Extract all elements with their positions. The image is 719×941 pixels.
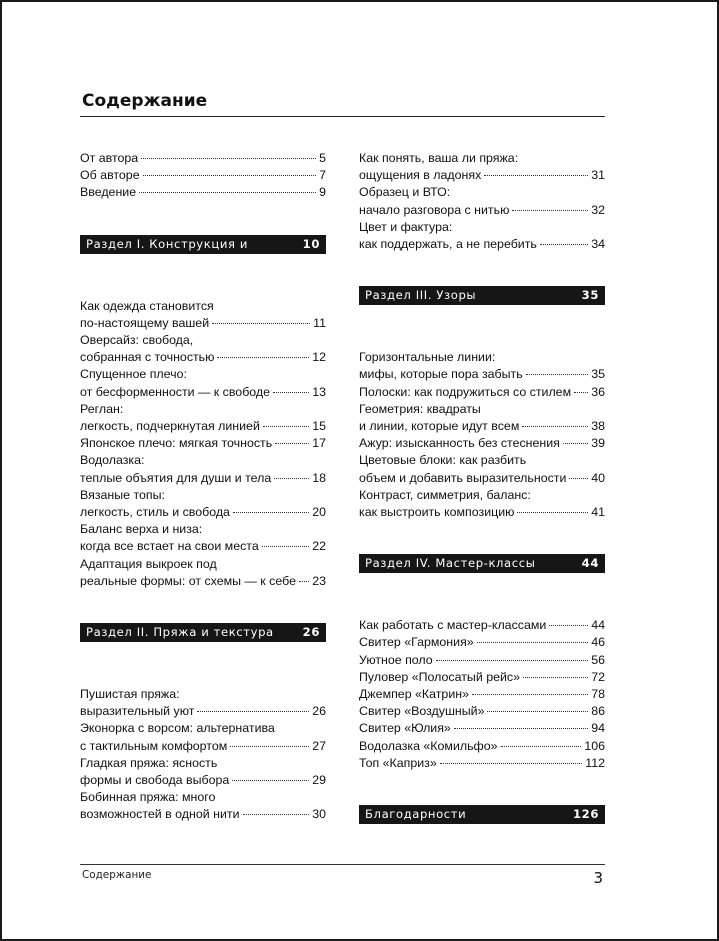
toc-page-number: 39 (591, 436, 605, 451)
toc-entry-title: выразительный уют (80, 704, 195, 719)
toc-entry-title: возможностей в одной нити (80, 807, 240, 822)
toc-entry-title-line: Реглан: (80, 401, 124, 416)
dot-leader (263, 426, 309, 427)
toc-page-number: 23 (312, 573, 326, 588)
dot-leader (487, 711, 588, 712)
section-page-number: 44 (581, 556, 599, 571)
toc-page-number: 30 (312, 807, 326, 822)
toc-entry-title-line: Геометрия: квадраты (359, 401, 481, 416)
toc-entry[interactable] (80, 487, 326, 521)
toc-entry-title: Введение (80, 185, 137, 200)
toc-column-left (80, 150, 326, 824)
section-title: Благодарности (365, 807, 467, 822)
dot-leader (512, 210, 588, 211)
toc-page-number: 40 (591, 470, 605, 485)
toc-entry[interactable] (359, 738, 605, 755)
toc-entry[interactable] (80, 435, 326, 452)
toc-entry[interactable] (80, 452, 326, 486)
toc-entry-leader-line (359, 755, 605, 772)
toc-entry-title-line: Спущенное плечо: (80, 367, 187, 382)
toc-entry-leader-line (359, 418, 605, 435)
toc-entry-title-line: Гладкая пряжа: ясность (80, 755, 218, 770)
toc-entry-title: Водолазка «Комильфо» (359, 738, 498, 753)
section-page-number: 26 (302, 625, 320, 640)
dot-leader (540, 244, 588, 245)
toc-entry-leader-line (80, 435, 326, 452)
section-title: Раздел II. Пряжа и текстура (86, 625, 274, 640)
toc-entry-leader-line (359, 738, 605, 755)
toc-entry[interactable] (359, 669, 605, 686)
toc-page-number: 5 (319, 151, 326, 165)
toc-page-number: 32 (591, 202, 605, 217)
section-header[interactable] (80, 623, 326, 642)
toc-page-number: 26 (312, 704, 326, 719)
toc-entry-title: когда все встает на свои места (80, 539, 259, 554)
toc-entry[interactable] (359, 219, 605, 253)
toc-page-number: 20 (312, 505, 326, 520)
toc-entry[interactable] (80, 556, 326, 590)
dot-leader (574, 392, 588, 393)
toc-entry-title: ощущения в ладонях (359, 168, 482, 183)
spacer (359, 772, 605, 805)
toc-entry-title: Об авторе (80, 168, 140, 183)
dot-leader (275, 443, 309, 444)
page-title: Содержание (82, 91, 208, 111)
toc-entry-title: и линии, которые идут всем (359, 419, 520, 434)
toc-page-number: 106 (584, 738, 605, 753)
dot-leader (197, 711, 309, 712)
dot-leader (526, 374, 589, 375)
toc-entry-title-line: Адаптация выкроек под (80, 556, 217, 571)
toc-entry-title: Уютное поло (359, 652, 433, 667)
toc-entry-leader-line (80, 703, 326, 720)
toc-entry-title-line: Вязаные топы: (80, 487, 165, 502)
toc-entry[interactable] (80, 167, 326, 184)
toc-entry-title-line: Как понять, ваша ли пряжа: (359, 151, 519, 165)
toc-entry[interactable] (359, 384, 605, 401)
toc-entry[interactable] (359, 652, 605, 669)
toc-entry[interactable] (80, 150, 326, 167)
toc-page-number: 29 (312, 773, 326, 788)
section-header[interactable] (359, 554, 605, 573)
dot-leader (274, 478, 309, 479)
toc-entry[interactable] (359, 634, 605, 651)
toc-page-number: 41 (591, 505, 605, 520)
dot-leader (454, 728, 588, 729)
toc-entry-leader-line (359, 720, 605, 737)
dot-leader (243, 814, 310, 815)
toc-entry-title: собранная с точностью (80, 350, 215, 365)
toc-entry-title-line: Пушистая пряжа: (80, 687, 180, 702)
toc-page-number: 17 (312, 436, 326, 451)
toc-entry-title: по-настоящему вашей (80, 315, 210, 330)
toc-entry-leader-line (80, 315, 326, 332)
dot-leader (217, 357, 309, 358)
dot-leader (232, 780, 309, 781)
toc-entry-title: Топ «Каприз» (359, 755, 437, 770)
toc-page-number: 72 (591, 669, 605, 684)
toc-entry[interactable] (80, 686, 326, 720)
dot-leader (523, 677, 588, 678)
toc-page-number: 22 (312, 539, 326, 554)
dot-leader (233, 512, 309, 513)
spacer (359, 305, 605, 349)
toc-page-number: 78 (591, 687, 605, 702)
spacer (359, 521, 605, 554)
toc-page-number: 12 (312, 350, 326, 365)
toc-entry[interactable] (80, 755, 326, 789)
section-title: Раздел IV. Мастер-классы (365, 556, 536, 571)
toc-page-number: 38 (591, 419, 605, 434)
dot-leader (436, 660, 589, 661)
toc-page-number: 15 (312, 419, 326, 434)
toc-entry-title: Ажур: изысканность без стеснения (359, 436, 560, 451)
toc-entry-title-line: Оверсайз: свобода, (80, 333, 194, 348)
section-page-number: 126 (572, 807, 599, 822)
toc-column-right (359, 150, 605, 824)
toc-entry-title: с тактильным комфортом (80, 738, 228, 753)
toc-page-number: 18 (312, 470, 326, 485)
toc-entry-title: теплые объятия для души и тела (80, 470, 272, 485)
dot-leader (569, 478, 588, 479)
title-divider (80, 116, 605, 117)
toc-entry-title: Японское плечо: мягкая точность (80, 436, 273, 451)
dot-leader (212, 323, 310, 324)
toc-page-number: 35 (591, 367, 605, 382)
toc-entry-title: реальные формы: от схемы — к себе (80, 573, 296, 588)
dot-leader (141, 158, 316, 159)
toc-entry-leader-line (359, 366, 605, 383)
toc-page-number: 7 (319, 168, 326, 183)
toc-page-number: 44 (591, 618, 605, 633)
toc-entry-leader-line (359, 470, 605, 487)
toc-entry-title-line: Цветовые блоки: как разбить (359, 453, 527, 468)
toc-entry[interactable] (359, 435, 605, 452)
toc-entry-title: Полоски: как подружиться со стилем (359, 384, 572, 399)
dot-leader (517, 512, 588, 513)
toc-page-number: 86 (591, 704, 605, 719)
toc-entry[interactable] (80, 521, 326, 555)
toc-entry-leader-line (359, 703, 605, 720)
toc-page-number: 31 (591, 168, 605, 183)
toc-entry[interactable] (359, 720, 605, 737)
dot-leader (299, 581, 309, 582)
toc-entry-leader-line (359, 634, 605, 651)
toc-entry-leader-line (80, 418, 326, 435)
section-header[interactable] (359, 286, 605, 305)
toc-entry-leader-line (359, 384, 605, 401)
toc-page-number: 46 (591, 635, 605, 650)
toc-page-number: 13 (312, 384, 326, 399)
toc-entry-title: Свитер «Воздушный» (359, 704, 485, 719)
section-title: Раздел I. Конструкция и посадка (86, 236, 248, 270)
toc-entry-title: Свитер «Юлия» (359, 721, 451, 736)
dot-leader (139, 192, 316, 193)
toc-entry[interactable] (80, 332, 326, 366)
toc-entry[interactable] (359, 184, 605, 218)
toc-entry-leader-line (359, 652, 605, 669)
toc-entry-leader-line (359, 236, 605, 253)
section-page-number: 35 (581, 288, 599, 303)
toc-entry-title-line: Водолазка: (80, 453, 145, 468)
toc-entry-title-line: Эконорка с ворсом: альтернатива (80, 721, 275, 736)
toc-entry-title: начало разговора с нитью (359, 202, 510, 217)
spacer (80, 202, 326, 235)
dot-leader (143, 175, 317, 176)
toc-entry-leader-line (359, 202, 605, 219)
toc-page-number: 94 (591, 721, 605, 736)
spacer (80, 590, 326, 623)
toc-entry-title-line: Баланс верха и низа: (80, 522, 203, 537)
toc-entry[interactable] (80, 184, 326, 201)
toc-entry[interactable] (359, 617, 605, 634)
toc-entry[interactable] (359, 487, 605, 521)
toc-entry-title: от бесформенности — к свободе (80, 384, 271, 399)
toc-entry-leader-line (80, 573, 326, 590)
dot-leader (563, 443, 588, 444)
toc-entry[interactable] (359, 401, 605, 435)
toc-entry-leader-line (80, 150, 326, 167)
toc-entry-title-line: Горизонтальные линии: (359, 350, 496, 365)
toc-page-number: 36 (591, 384, 605, 399)
toc-entry-title: Как работать с мастер-классами (359, 618, 547, 633)
toc-entry-title-line: Контраст, симметрия, баланс: (359, 487, 531, 502)
dot-leader (484, 175, 588, 176)
toc-entry-title: формы и свобода выбора (80, 773, 230, 788)
dot-leader (501, 746, 582, 747)
dot-leader (440, 763, 582, 764)
toc-entry-title-line: Образец и ВТО: (359, 185, 451, 200)
toc-entry-title-line: Как одежда становится (80, 298, 214, 313)
toc-entry-leader-line (80, 167, 326, 184)
toc-entry-title: как выстроить композицию (359, 505, 515, 520)
toc-entry-leader-line (80, 772, 326, 789)
toc-entry-leader-line (359, 435, 605, 452)
toc-entry-title: От автора (80, 151, 139, 165)
toc-entry-leader-line (80, 538, 326, 555)
toc-entry-leader-line (80, 738, 326, 755)
dot-leader (230, 746, 309, 747)
toc-page-number: 56 (591, 652, 605, 667)
toc-entry-title: объем и добавить выразительности (359, 470, 567, 485)
toc-entry[interactable] (359, 755, 605, 772)
spacer (359, 253, 605, 286)
toc-page-number: 112 (585, 755, 605, 770)
toc-entry[interactable] (80, 366, 326, 400)
toc-entry-leader-line (80, 184, 326, 201)
toc-entry-title: легкость, подчеркнутая линией (80, 419, 260, 434)
spacer (359, 573, 605, 617)
toc-entry[interactable] (80, 401, 326, 435)
dot-leader (262, 546, 309, 547)
toc-page-number: 27 (312, 738, 326, 753)
toc-entry-title: легкость, стиль и свобода (80, 505, 230, 520)
spacer (80, 642, 326, 686)
toc-page-number: 9 (319, 185, 326, 200)
footer-divider (80, 864, 605, 865)
toc-entry-leader-line (359, 617, 605, 634)
dot-leader (472, 694, 588, 695)
toc-page-number: 34 (591, 237, 605, 252)
footer-page-number: 3 (593, 869, 603, 887)
toc-entry-title: как поддержать, а не перебить (359, 237, 537, 252)
toc-entry-leader-line (80, 470, 326, 487)
toc-entry[interactable] (359, 150, 605, 184)
toc-entry[interactable] (80, 298, 326, 332)
toc-entry-leader-line (359, 167, 605, 184)
toc-entry-title: Свитер «Гармония» (359, 635, 474, 650)
toc-entry[interactable] (359, 686, 605, 703)
dot-leader (477, 642, 589, 643)
section-page-number: 10 (302, 236, 320, 251)
toc-entry-title: Пуловер «Полосатый рейс» (359, 669, 520, 684)
toc-entry[interactable] (359, 349, 605, 383)
footer-label: Содержание (82, 869, 152, 881)
toc-page-number: 11 (313, 315, 326, 330)
toc-entry[interactable] (80, 720, 326, 754)
toc-entry[interactable] (359, 452, 605, 486)
toc-entry[interactable] (359, 703, 605, 720)
section-header[interactable] (359, 805, 605, 824)
dot-leader (522, 426, 588, 427)
section-title: Раздел III. Узоры (365, 288, 477, 303)
toc-entry-leader-line (80, 806, 326, 823)
toc-entry-title-line: Бобинная пряжа: много (80, 790, 216, 805)
toc-entry-title: мифы, которые пора забыть (359, 367, 523, 382)
toc-entry-title-line: Цвет и фактура: (359, 219, 453, 234)
section-header[interactable] (80, 235, 326, 270)
dot-leader (549, 625, 588, 626)
toc-entry-leader-line (359, 669, 605, 686)
toc-entry-leader-line (80, 349, 326, 366)
toc-entry-title: Джемпер «Катрин» (359, 687, 469, 702)
toc-entry-leader-line (80, 384, 326, 401)
dot-leader (273, 392, 309, 393)
toc-entry-leader-line (359, 686, 605, 703)
toc-entry-leader-line (359, 504, 605, 521)
toc-entry-leader-line (80, 504, 326, 521)
toc-entry[interactable] (80, 789, 326, 823)
